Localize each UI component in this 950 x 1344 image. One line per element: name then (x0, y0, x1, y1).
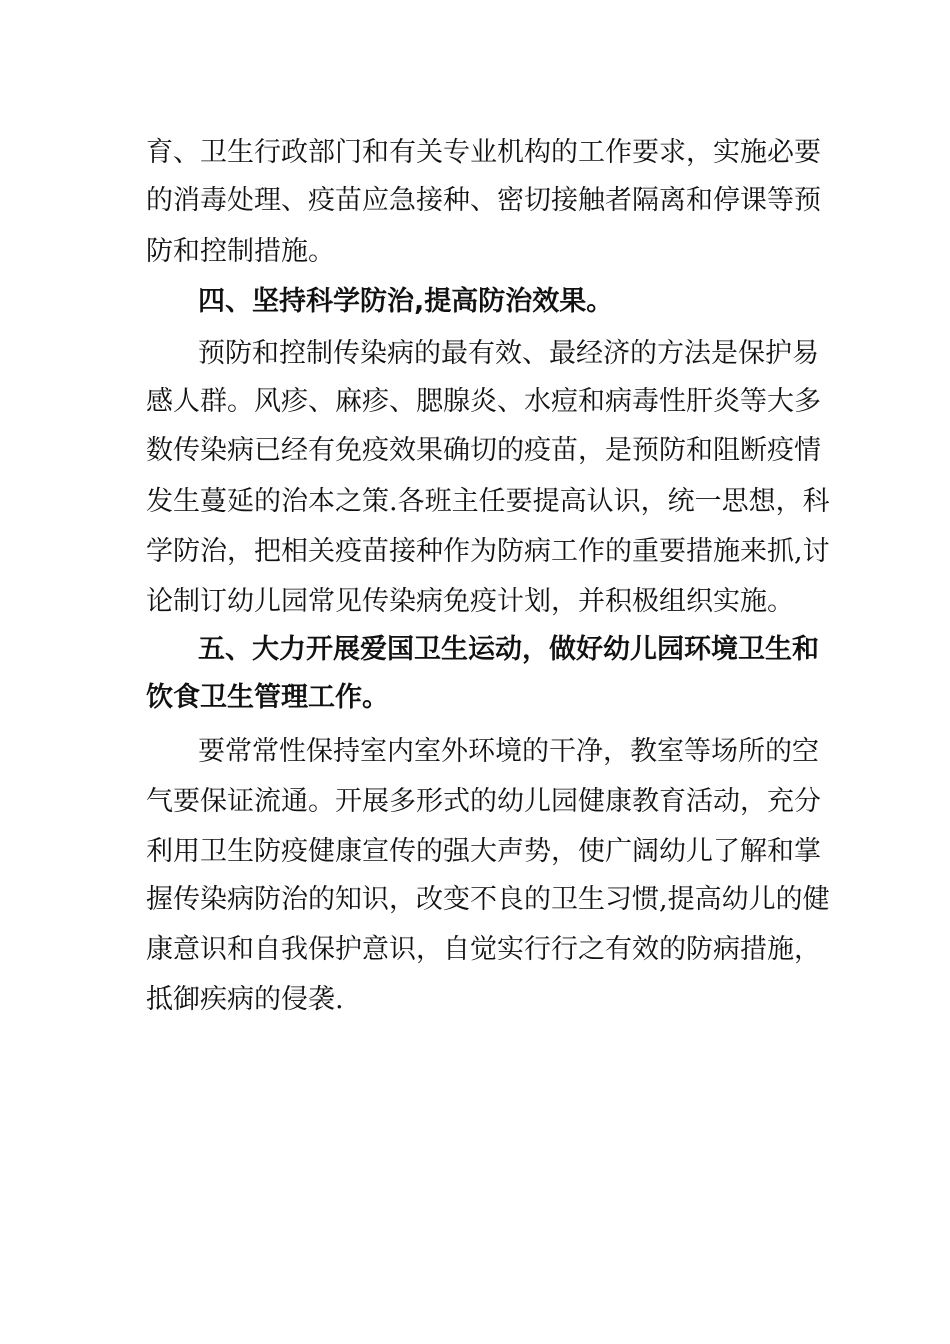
section-heading-4: 四、坚持科学防治,提高防治效果。 (198, 286, 614, 317)
text-line: 利用卫生防疫健康宣传的强大声势，使广阔幼儿了解和掌 (146, 836, 821, 867)
text-line: 防和控制措施。 (146, 236, 335, 267)
text-line: 学防治，把相关疫苗接种作为防病工作的重要措施来抓,讨 (146, 536, 830, 567)
text-line: 的消毒处理、疫苗应急接种、密切接触者隔离和停课等预 (146, 185, 821, 216)
text-line: 感人群。风疹、麻疹、腮腺炎、水痘和病毒性肝炎等大多 (146, 386, 821, 417)
text-line: 发生蔓延的治本之策.各班主任要提高认识，统一思想，科 (146, 486, 830, 517)
text-line: 气要保证流通。开展多形式的幼儿园健康教育活动，充分 (146, 786, 821, 817)
text-line: 握传染病防治的知识，改变不良的卫生习惯,提高幼儿的健 (146, 884, 830, 915)
text-line: 抵御疾病的侵袭. (146, 984, 344, 1015)
text-line: 育、卫生行政部门和有关专业机构的工作要求，实施必要 (146, 137, 821, 168)
text-line: 数传染病已经有免疫效果确切的疫苗，是预防和阻断疫情 (146, 435, 821, 466)
text-line: 康意识和自我保护意识，自觉实行行之有效的防病措施， (146, 934, 821, 965)
text-line: 论制订幼儿园常见传染病免疫计划，并积极组织实施。 (146, 586, 794, 617)
text-line: 要常常性保持室内室外环境的干净，教室等场所的空 (198, 736, 819, 767)
section-heading-5: 五、大力开展爱国卫生运动，做好幼儿园环境卫生和 (198, 634, 819, 665)
text-line: 预防和控制传染病的最有效、最经济的方法是保护易 (198, 338, 819, 369)
section-heading-5-cont: 饮食卫生管理工作。 (146, 682, 389, 713)
